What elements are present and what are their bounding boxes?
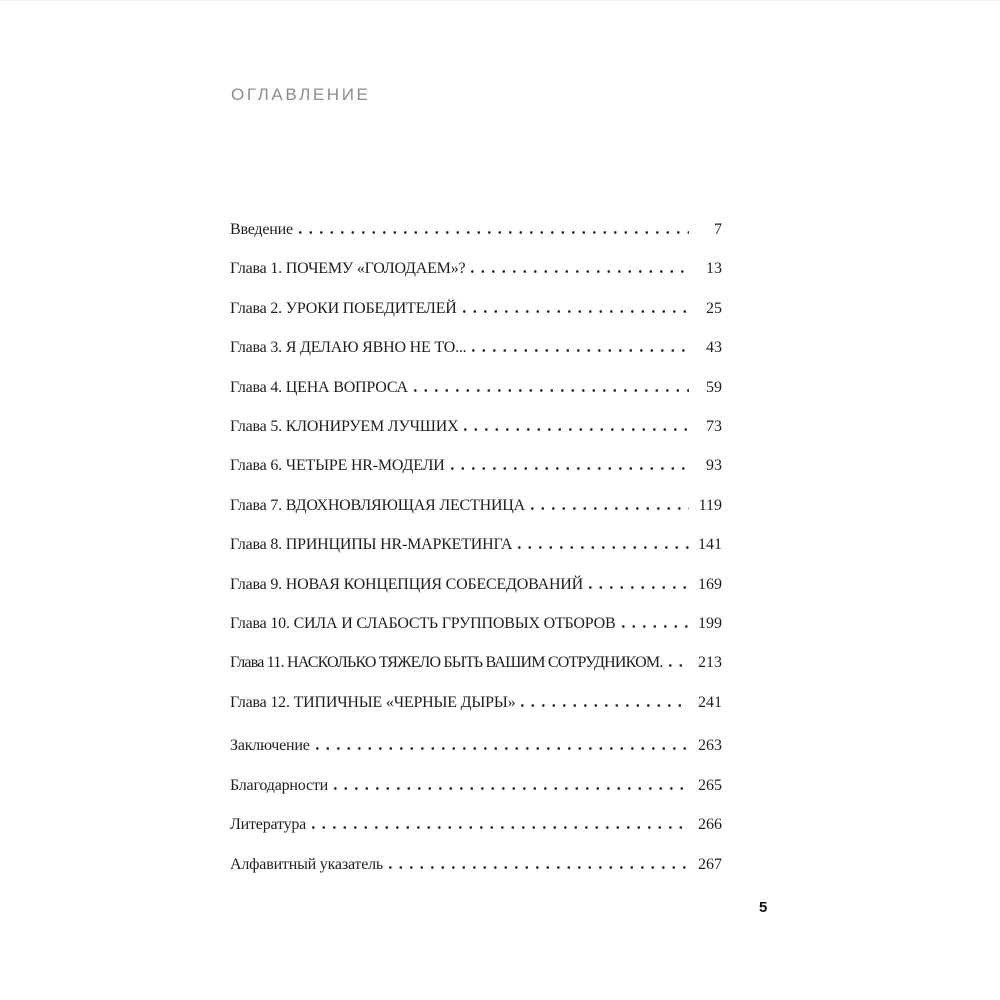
dot-leader (464, 428, 689, 431)
folio-page-number: 5 (759, 899, 768, 916)
toc-entry-page: 93 (706, 457, 722, 475)
toc-entry-title: Глава 6. ЧЕТЫРЕ HR-МОДЕЛИ (230, 457, 445, 475)
table-of-contents (230, 210, 722, 884)
dot-leader (312, 826, 689, 829)
toc-entry-page: 213 (698, 654, 722, 672)
toc-entry-title: Глава 5. КЛОНИРУЕМ ЛУЧШИХ (230, 418, 459, 436)
toc-row-chapter-12 (230, 683, 722, 722)
toc-entry-title: Заключение (230, 737, 310, 755)
toc-entry-title: Глава 12. ТИПИЧНЫЕ «ЧЕРНЫЕ ДЫРЫ» (230, 693, 516, 711)
toc-entry-page: 73 (706, 418, 722, 436)
toc-row-chapter-11 (230, 643, 722, 682)
toc-row-chapter-2 (230, 289, 722, 328)
toc-entry-page: 43 (706, 339, 722, 357)
toc-entry-page: 265 (698, 776, 722, 794)
toc-entry-page: 7 (714, 221, 722, 238)
toc-entry-page: 119 (698, 496, 722, 514)
toc-row-chapter-7 (230, 486, 722, 525)
toc-entry-title: Глава 8. ПРИНЦИПЫ HR-МАРКЕТИНГА (230, 536, 513, 554)
toc-row-alphabetical-index (230, 845, 722, 884)
toc-row-chapter-4 (230, 368, 722, 407)
toc-entry-page: 13 (706, 260, 722, 278)
dot-leader (463, 310, 689, 313)
dot-leader (531, 507, 689, 510)
toc-entry-page: 169 (698, 575, 722, 593)
dot-leader (669, 664, 689, 667)
toc-entry-page: 266 (698, 816, 722, 834)
toc-row-chapter-5 (230, 407, 722, 446)
toc-row-chapter-1 (230, 249, 722, 288)
toc-row-acknowledgements (230, 766, 722, 805)
toc-entry-title: Глава 7. ВДОХНОВЛЯЮЩАЯ ЛЕСТНИЦА (230, 496, 526, 514)
dot-leader (471, 270, 689, 273)
toc-entry-page: 199 (698, 615, 722, 633)
toc-row-literature (230, 805, 722, 844)
dot-leader (389, 866, 689, 869)
toc-entry-title: Литература (230, 816, 307, 834)
toc-entry-title: Глава 3. Я ДЕЛАЮ ЯВНО НЕ ТО... (230, 339, 467, 357)
toc-row-chapter-9 (230, 565, 722, 604)
toc-row-chapter-3 (230, 328, 722, 367)
dot-leader (521, 704, 689, 707)
toc-entry-title: Глава 2. УРОКИ ПОБЕДИТЕЛЕЙ (230, 299, 457, 317)
toc-entry-page: 267 (698, 855, 722, 873)
dot-leader (451, 467, 689, 470)
toc-row-chapter-10 (230, 604, 722, 643)
toc-row-introduction (230, 210, 722, 249)
dot-leader (316, 747, 689, 750)
toc-row-chapter-6 (230, 446, 722, 485)
toc-entry-title: Введение (230, 221, 293, 238)
toc-entry-title: Благодарности (230, 776, 329, 794)
toc-row-conclusion (230, 726, 722, 765)
toc-entry-page: 241 (698, 693, 722, 711)
dot-leader (334, 787, 689, 790)
dot-leader (622, 625, 689, 628)
toc-entry-page: 59 (706, 378, 722, 396)
toc-entry-title: Глава 4. ЦЕНА ВОПРОСА (230, 378, 408, 396)
dot-leader (414, 389, 689, 392)
dot-leader (299, 231, 689, 234)
dot-leader (472, 349, 689, 352)
toc-entry-title: Глава 11. НАСКОЛЬКО ТЯЖЕЛО БЫТЬ ВАШИМ СОТРУДНИКОМ. (230, 654, 663, 672)
toc-entry-page: 25 (706, 299, 722, 317)
toc-entry-page: 141 (698, 536, 722, 554)
toc-entry-title: Глава 9. НОВАЯ КОНЦЕПЦИЯ СОБЕСЕДОВАНИЙ (230, 575, 584, 593)
page-title: ОГЛАВЛЕНИЕ (231, 85, 371, 104)
toc-entry-title: Алфавитный указатель (230, 855, 384, 873)
toc-row-chapter-8 (230, 525, 722, 564)
toc-entry-title: Глава 1. ПОЧЕМУ «ГОЛОДАЕМ»? (230, 260, 466, 278)
dot-leader (589, 586, 689, 589)
toc-entry-title: Глава 10. СИЛА И СЛАБОСТЬ ГРУППОВЫХ ОТБОРОВ (230, 615, 616, 633)
dot-leader (518, 546, 689, 549)
toc-entry-page: 263 (698, 737, 722, 755)
